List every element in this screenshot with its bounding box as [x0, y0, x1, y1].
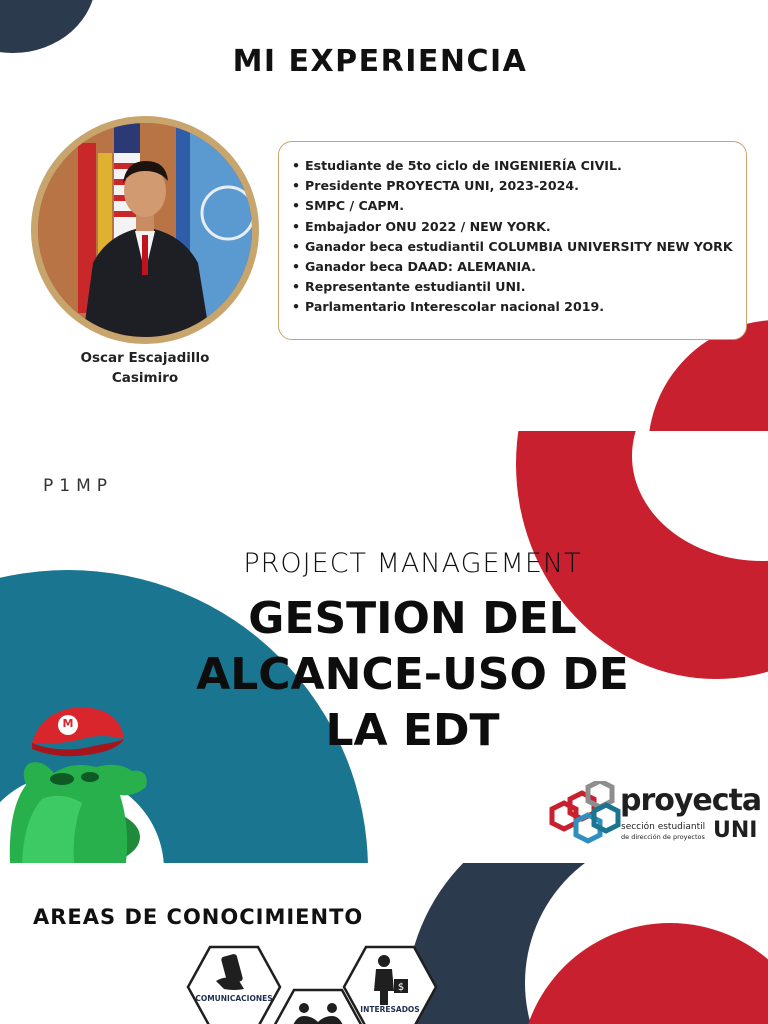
mascot-illustration: [2, 699, 162, 863]
bullet: •: [292, 279, 301, 295]
course-code: P1MP: [43, 476, 113, 496]
list-item: [292, 257, 742, 277]
experience-list: [292, 156, 742, 318]
cover-subtitle: PROJECT MANAGEMENT: [243, 548, 582, 579]
hexagon-communications: [186, 945, 282, 1024]
list-item: [292, 217, 742, 237]
bullet: •: [292, 259, 301, 275]
profile-photo: [38, 123, 252, 337]
experience-item: Representante estudiantil UNI.: [305, 279, 526, 295]
logo-uni: UNI: [713, 818, 758, 843]
experience-item: Embajador ONU 2022 / NEW YORK.: [305, 218, 551, 234]
bullet: •: [292, 198, 301, 214]
person-name-line2: Casimiro: [111, 370, 179, 386]
experience-item: Estudiante de 5to ciclo de INGENIERÍA CIVIL.: [305, 158, 622, 173]
experience-item: SMPC / CAPM.: [305, 198, 404, 214]
bullet: •: [292, 158, 301, 173]
bullet: •: [292, 218, 301, 234]
logo-word: proyecta: [620, 783, 762, 818]
experience-item: Ganador beca DAAD: ALEMANIA.: [305, 259, 536, 275]
experience-item: Parlamentario Interescolar nacional 2019.: [305, 299, 605, 315]
logo-subtitle-2: de dirección de proyectos: [621, 833, 705, 841]
mascot-cap-letter: M: [62, 717, 74, 730]
list-item: [292, 156, 742, 176]
cover-title-line3: LA EDT: [325, 705, 500, 756]
person-name: [60, 348, 230, 388]
cover-title-line1: GESTION DEL: [248, 593, 577, 644]
experience-title: MI EXPERIENCIA: [232, 44, 528, 79]
person-name-line1: Oscar Escajadillo: [80, 350, 210, 366]
bullet: •: [292, 299, 301, 315]
experience-item: Presidente PROYECTA UNI, 2023-2024.: [305, 178, 579, 194]
logo-subtitle: sección estudiantil: [621, 822, 706, 832]
list-item: [292, 277, 742, 297]
hex-label-communications: COMUNICACIONES: [195, 994, 273, 1003]
list-item: [292, 196, 742, 216]
experience-page: [0, 0, 768, 431]
bullet: •: [292, 238, 301, 254]
bullet: •: [292, 178, 301, 194]
areas-page: [0, 863, 768, 1024]
list-item: [292, 237, 742, 257]
cover-title-line2: ALCANCE-USO DE: [196, 649, 629, 700]
hex-label-stakeholders: INTERESADOS: [360, 1005, 420, 1014]
areas-title: AREAS DE CONOCIMIENTO: [33, 905, 364, 929]
list-item: [292, 176, 742, 196]
experience-item: Ganador beca estudiantil COLUMBIA UNIVERSITY NEW YORK: [305, 238, 733, 254]
cover-page: [0, 431, 768, 863]
list-item: [292, 297, 742, 317]
svg-text:$: $: [397, 982, 405, 993]
